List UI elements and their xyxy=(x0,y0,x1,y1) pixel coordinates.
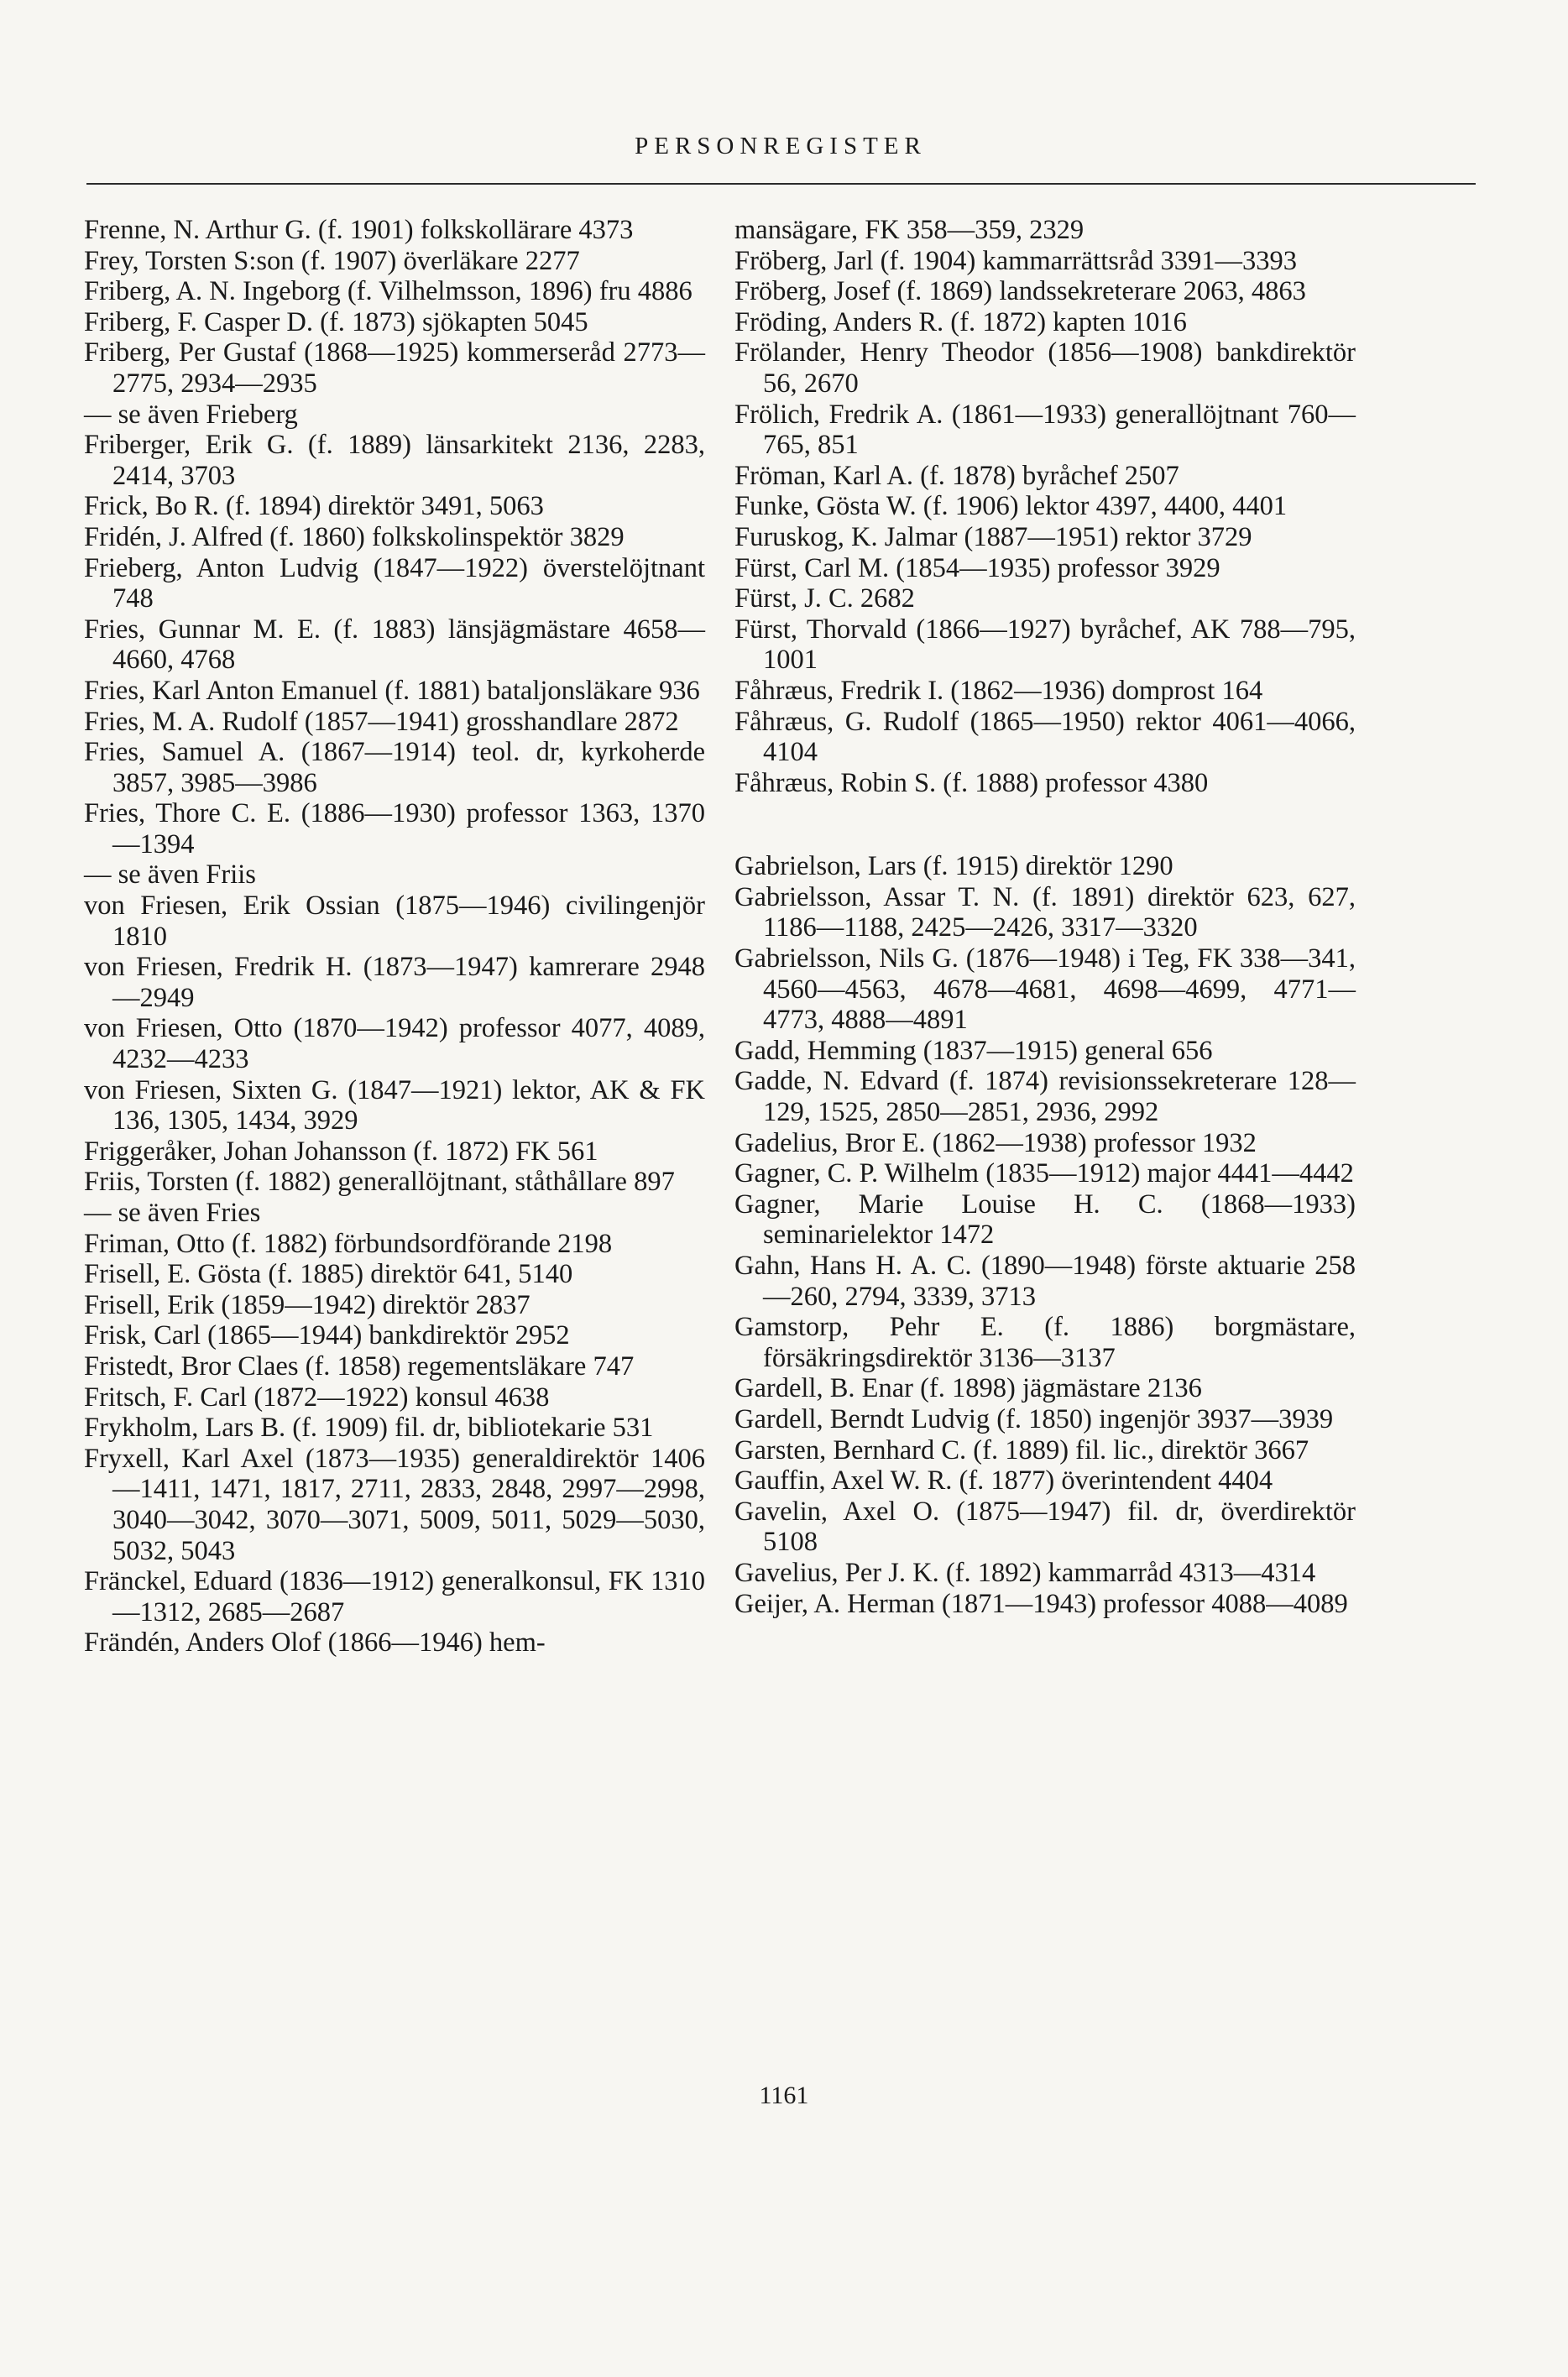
index-entry: von Friesen, Fredrik H. (1873—1947) kamrerare 2948—2949 xyxy=(84,952,705,1013)
running-header: PERSONREGISTER xyxy=(635,133,927,159)
index-entry: Frändén, Anders Olof (1866—1946) hem- xyxy=(84,1627,546,1659)
index-entry: Fryxell, Karl Axel (1873—1935) generaldirektör 1406—1411, 1471, 1817, 2711, 2833, 2848, 2997—2998, 3040—3042, 3070—3071, 5009, 5011, 5029—5030, 5032, 5043 xyxy=(84,1443,705,1566)
index-entry: Fürst, J. C. 2682 xyxy=(734,583,915,614)
index-entry: von Friesen, Otto (1870—1942) professor 4077, 4089, 4232—4233 xyxy=(84,1013,705,1075)
index-entry: Fries, Samuel A. (1867—1914) teol. dr, kyrkoherde 3857, 3985—3986 xyxy=(84,737,705,798)
index-entry: Fröman, Karl A. (f. 1878) byråchef 2507 xyxy=(734,460,1179,491)
index-entry: Gavelius, Per J. K. (f. 1892) kammarråd 4313—4314 xyxy=(734,1557,1316,1588)
index-entry: Fürst, Thorvald (1866—1927) byråchef, AK 788—795, 1001 xyxy=(734,614,1356,676)
section-gap xyxy=(734,798,1356,851)
index-entry: Gardell, Berndt Ludvig (f. 1850) ingenjör 3937—3939 xyxy=(734,1403,1334,1434)
index-entry: Gagner, C. P. Wilhelm (1835—1912) major 4441—4442 xyxy=(734,1158,1354,1189)
index-entry: Gavelin, Axel O. (1875—1947) fil. dr, överdirektör 5108 xyxy=(734,1496,1356,1558)
index-entry: Frisk, Carl (1865—1944) bankdirektör 2952 xyxy=(84,1320,570,1351)
index-entry: Friis, Torsten (f. 1882) generallöjtnant, ståthållare 897 xyxy=(84,1167,675,1198)
index-entry: Gadde, N. Edvard (f. 1874) revisionssekreterare 128—129, 1525, 2850—2851, 2936, 2992 xyxy=(734,1066,1356,1128)
index-entry: Gagner, Marie Louise H. C. (1868—1933) seminarielektor 1472 xyxy=(734,1188,1356,1251)
page-number: 1161 xyxy=(759,2082,809,2109)
index-entry: Friberg, Per Gustaf (1868—1925) kommerseråd 2773—2775, 2934—2935 xyxy=(84,337,705,399)
index-entry: — se även Frieberg xyxy=(84,399,298,430)
index-entry: Frykholm, Lars B. (f. 1909) fil. dr, bibliotekarie 531 xyxy=(84,1413,654,1444)
index-entry: Frölich, Fredrik A. (1861—1933) generallöjtnant 760—765, 851 xyxy=(734,399,1356,461)
index-entry: Friberg, F. Casper D. (f. 1873) sjökapten 5045 xyxy=(84,306,588,337)
index-entry: Gamstorp, Pehr E. (f. 1886) borgmästare, försäkringsdirektör 3136—3137 xyxy=(734,1312,1356,1373)
index-entry: Friman, Otto (f. 1882) förbundsordförande 2198 xyxy=(84,1228,613,1259)
index-entry: mansägare, FK 358—359, 2329 xyxy=(734,215,1085,245)
header-rule xyxy=(86,183,1476,185)
index-entry: Gadd, Hemming (1837—1915) general 656 xyxy=(734,1035,1213,1066)
index-entry: Fåhræus, Fredrik I. (1862—1936) domprost 164 xyxy=(734,675,1263,706)
index-entry: — se även Friis xyxy=(84,859,256,891)
index-entry: Fries, M. A. Rudolf (1857—1941) grosshandlare 2872 xyxy=(84,706,679,737)
index-entry: Friberg, A. N. Ingeborg (f. Vilhelmsson, 1896) fru 4886 xyxy=(84,276,693,307)
index-entry: Fröberg, Jarl (f. 1904) kammarrättsråd 3391—3393 xyxy=(734,245,1298,276)
index-entry: Geijer, A. Herman (1871—1943) professor 4088—4089 xyxy=(734,1588,1348,1619)
index-entry: Frey, Torsten S:son (f. 1907) överläkare 2277 xyxy=(84,245,580,276)
index-entry: Gauffin, Axel W. R. (f. 1877) överintendent 4404 xyxy=(734,1465,1273,1497)
index-entry: Fürst, Carl M. (1854—1935) professor 3929 xyxy=(734,552,1220,583)
index-entry: Gabrielsson, Nils G. (1876—1948) i Teg, FK 338—341, 4560—4563, 4678—4681, 4698—4699, 4771—4773, 4888—4891 xyxy=(734,943,1356,1036)
index-entry: Gahn, Hans H. A. C. (1890—1948) förste aktuarie 258—260, 2794, 3339, 3713 xyxy=(734,1251,1356,1312)
index-entry: Fåhræus, G. Rudolf (1865—1950) rektor 4061—4066, 4104 xyxy=(734,706,1356,768)
index-entry: von Friesen, Erik Ossian (1875—1946) civilingenjör 1810 xyxy=(84,891,705,952)
entry-group-g xyxy=(734,851,1356,1619)
index-entry: Gardell, B. Enar (f. 1898) jägmästare 2136 xyxy=(734,1373,1202,1404)
index-entry: Fries, Karl Anton Emanuel (f. 1881) bataljonsläkare 936 xyxy=(84,675,700,706)
index-entry: Garsten, Bernhard C. (f. 1889) fil. lic., direktör 3667 xyxy=(734,1434,1309,1465)
index-entry: Fries, Thore C. E. (1886—1930) professor 1363, 1370—1394 xyxy=(84,798,705,859)
right-column xyxy=(734,215,1356,1619)
entry-group-f xyxy=(734,215,1356,798)
index-entry: Fries, Gunnar M. E. (f. 1883) länsjägmästare 4658—4660, 4768 xyxy=(84,614,705,676)
index-entry: Fränckel, Eduard (1836—1912) generalkonsul, FK 1310—1312, 2685—2687 xyxy=(84,1566,705,1627)
index-entry: Fåhræus, Robin S. (f. 1888) professor 4380 xyxy=(734,767,1209,798)
index-entry: Gabrielson, Lars (f. 1915) direktör 1290 xyxy=(734,851,1173,882)
index-entry: Gadelius, Bror E. (1862—1938) professor 1932 xyxy=(734,1127,1257,1158)
index-entry: Frölander, Henry Theodor (1856—1908) bankdirektör 56, 2670 xyxy=(734,337,1356,399)
index-entry: Fristedt, Bror Claes (f. 1858) regementsläkare 747 xyxy=(84,1350,635,1382)
index-entry: Fridén, J. Alfred (f. 1860) folkskolinspektör 3829 xyxy=(84,521,625,552)
index-entry: Frick, Bo R. (f. 1894) direktör 3491, 5063 xyxy=(84,491,544,522)
index-entry: Fröding, Anders R. (f. 1872) kapten 1016 xyxy=(734,306,1187,337)
index-entry: von Friesen, Sixten G. (1847—1921) lektor, AK & FK 136, 1305, 1434, 3929 xyxy=(84,1074,705,1136)
index-entry: Friggeråker, Johan Johansson (f. 1872) FK 561 xyxy=(84,1136,598,1167)
index-entry: Fritsch, F. Carl (1872—1922) konsul 4638 xyxy=(84,1382,550,1413)
index-entry: Fröberg, Josef (f. 1869) landssekreterare 2063, 4863 xyxy=(734,276,1306,307)
left-column xyxy=(84,215,705,1659)
index-entry: — se även Fries xyxy=(84,1198,261,1228)
index-entry: Friberger, Erik G. (f. 1889) länsarkitekt 2136, 2283, 2414, 3703 xyxy=(84,430,705,491)
index-entry: Frisell, Erik (1859—1942) direktör 2837 xyxy=(84,1289,531,1320)
index-entry: Funke, Gösta W. (f. 1906) lektor 4397, 4400, 4401 xyxy=(734,491,1288,522)
index-entry: Frisell, E. Gösta (f. 1885) direktör 641, 5140 xyxy=(84,1259,573,1290)
index-entry: Gabrielsson, Assar T. N. (f. 1891) direktör 623, 627, 1186—1188, 2425—2426, 3317—3320 xyxy=(734,881,1356,943)
index-entry: Furuskog, K. Jalmar (1887—1951) rektor 3729 xyxy=(734,521,1252,552)
index-entry: Frieberg, Anton Ludvig (1847—1922) överstelöjtnant 748 xyxy=(84,552,705,614)
index-entry: Frenne, N. Arthur G. (f. 1901) folkskollärare 4373 xyxy=(84,215,634,245)
